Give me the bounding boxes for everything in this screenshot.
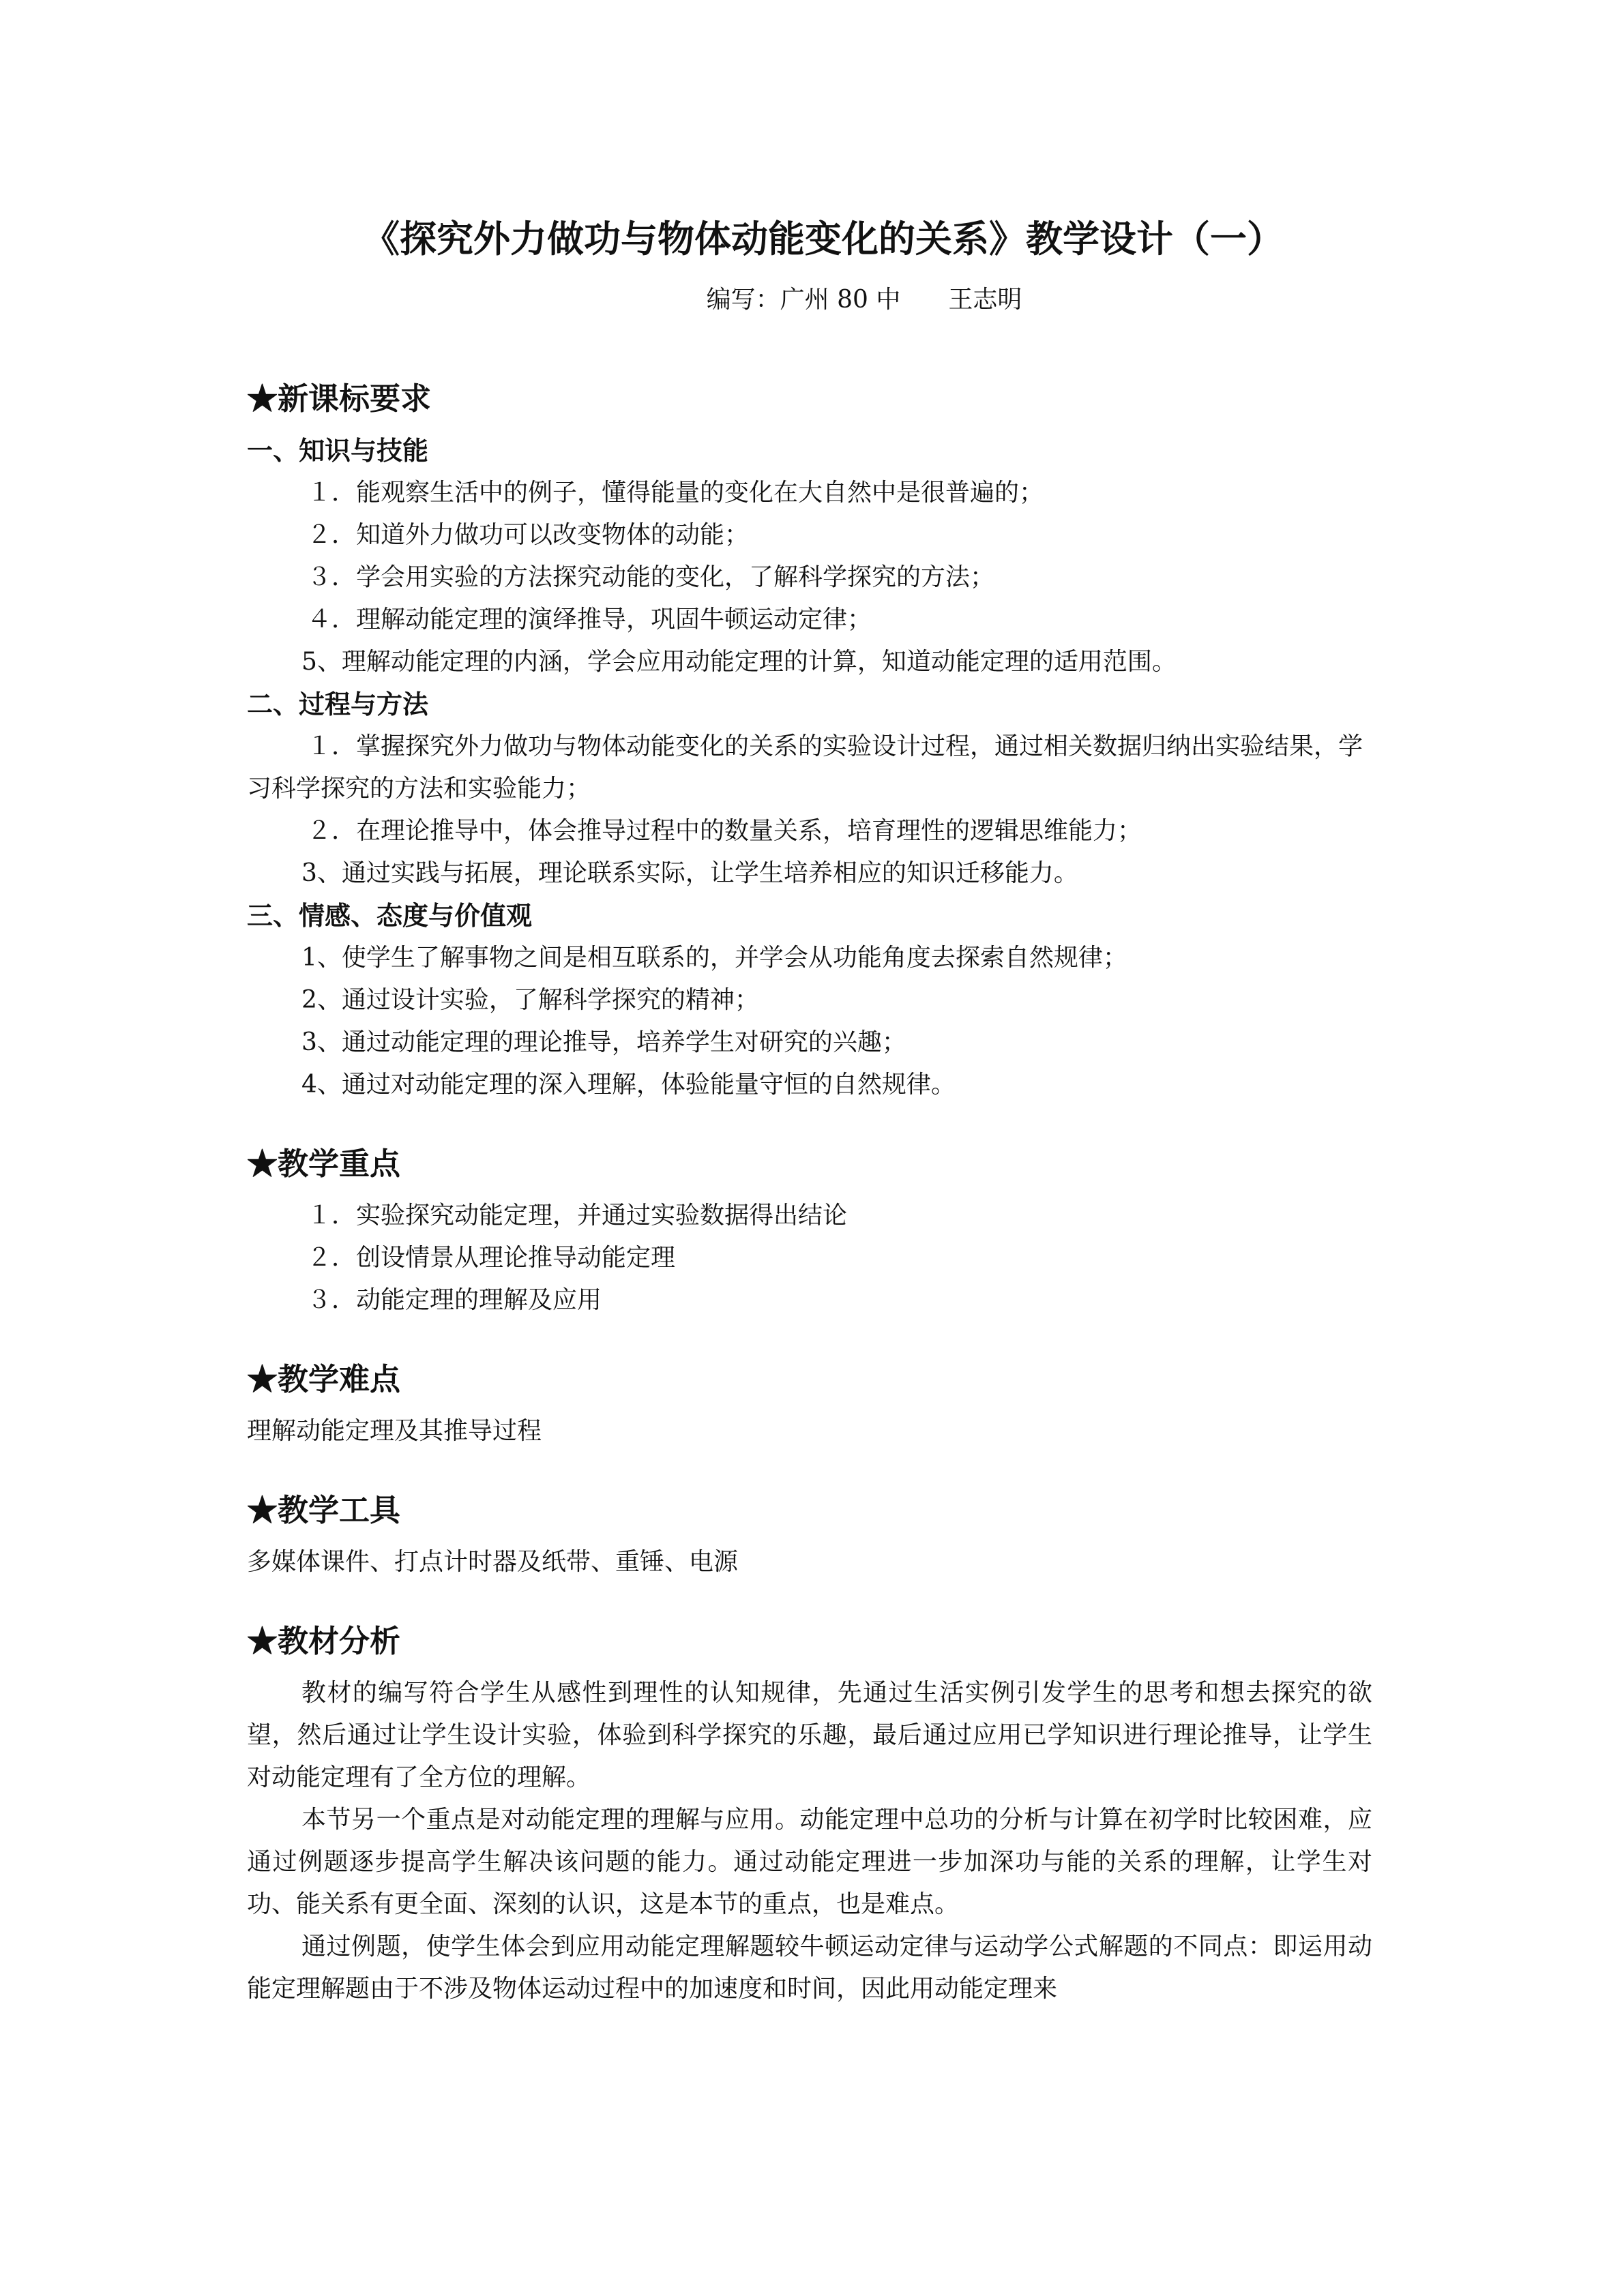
section-heading: ★教学工具 <box>247 1492 401 1528</box>
byline-label: 编写：广州 80 中 <box>706 286 901 314</box>
list-item: １．能观察生活中的例子，懂得能量的变化在大自然中是很普遍的； <box>307 479 1044 507</box>
list-item: 3、通过动能定理的理论推导，培养学生对研究的兴趣； <box>301 1028 906 1056</box>
list-item: １．实验探究动能定理，并通过实验数据得出结论 <box>307 1202 848 1229</box>
tools-text: 多媒体课件、打点计时器及纸带、重锤、电源 <box>247 1548 739 1576</box>
byline-author: 王志明 <box>948 286 1022 314</box>
list-item: 4、通过对动能定理的深入理解，体验能量守恒的自然规律。 <box>301 1071 956 1099</box>
list-item: ２．知道外力做功可以改变物体的动能； <box>307 521 750 549</box>
process-list <box>247 726 1372 895</box>
byline <box>247 273 1372 327</box>
analysis-paragraph: 通过例题，使学生体会到应用动能定理解题较牛顿运动定律与运动学公式解题的不同点：即运用动能定理解题由于不涉及物体运动过程中的加速度和时间，因此用动能定理来 <box>247 1933 1372 2003</box>
list-item: ２．在理论推导中，体会推导过程中的数量关系，培育理性的逻辑思维能力； <box>307 817 1142 845</box>
section-key-points <box>247 1133 1372 1322</box>
difficulties-text: 理解动能定理及其推导过程 <box>247 1417 542 1445</box>
list-item: ４．理解动能定理的演绎推导，巩固牛顿运动定律； <box>307 606 872 633</box>
analysis-paragraph: 教材的编写符合学生从感性到理性的认知规律，先通过生活实例引发学生的思考和想去探究的欲望，然后通过让学生设计实验，体验到科学探究的乐趣，最后通过应用已学知识进行理论推导，让学生对动能定理有了全方位的理解。 <box>247 1679 1372 1791</box>
list-item: 3、通过实践与拓展，理论联系实际，让学生培养相应的知识迁移能力。 <box>301 859 1078 887</box>
list-item: １．掌握探究外力做功与物体动能变化的关系的实验设计过程，通过相关数据归纳出实验结果，学习科学探究的方法和实验能力； <box>247 732 1363 803</box>
section-curriculum <box>247 368 1372 1106</box>
section-analysis <box>247 1611 1372 2010</box>
emotion-list <box>247 937 1372 1106</box>
section-difficulties <box>247 1349 1372 1452</box>
key-points-list <box>247 1195 1372 1322</box>
list-item: 2、通过设计实验，了解科学探究的精神； <box>301 986 759 1014</box>
document-body <box>247 205 1372 2010</box>
list-item: 5、理解动能定理的内涵，学会应用动能定理的计算，知道动能定理的适用范围。 <box>301 648 1177 676</box>
section-tools <box>247 1480 1372 1583</box>
subsection-heading-knowledge: 一、知识与技能 <box>247 435 429 466</box>
document-title: 《探究外力做功与物体动能变化的关系》教学设计（一） <box>363 217 1284 260</box>
list-item: 1、使学生了解事物之间是相互联系的，并学会从功能角度去探索自然规律； <box>301 944 1127 972</box>
section-heading: ★教学难点 <box>247 1361 401 1397</box>
analysis-paragraph: 本节另一个重点是对动能定理的理解与应用。动能定理中总功的分析与计算在初学时比较困难，应通过例题逐步提高学生解决该问题的能力。通过动能定理进一步加深功与能的关系的理解，让学生对功、能关系有更全面、深刻的认识，这是本节的重点，也是难点。 <box>247 1806 1372 1918</box>
list-item: ３．动能定理的理解及应用 <box>307 1286 602 1314</box>
knowledge-list <box>247 472 1372 683</box>
subsection-heading-emotion: 三、情感、态度与价值观 <box>247 900 533 931</box>
list-item: ２．创设情景从理论推导动能定理 <box>307 1244 676 1272</box>
section-heading: ★新课标要求 <box>247 381 432 417</box>
section-heading: ★教材分析 <box>247 1623 401 1659</box>
section-heading: ★教学重点 <box>247 1146 401 1182</box>
subsection-heading-process: 二、过程与方法 <box>247 689 429 719</box>
list-item: ３．学会用实验的方法探究动能的变化，了解科学探究的方法； <box>307 563 995 591</box>
